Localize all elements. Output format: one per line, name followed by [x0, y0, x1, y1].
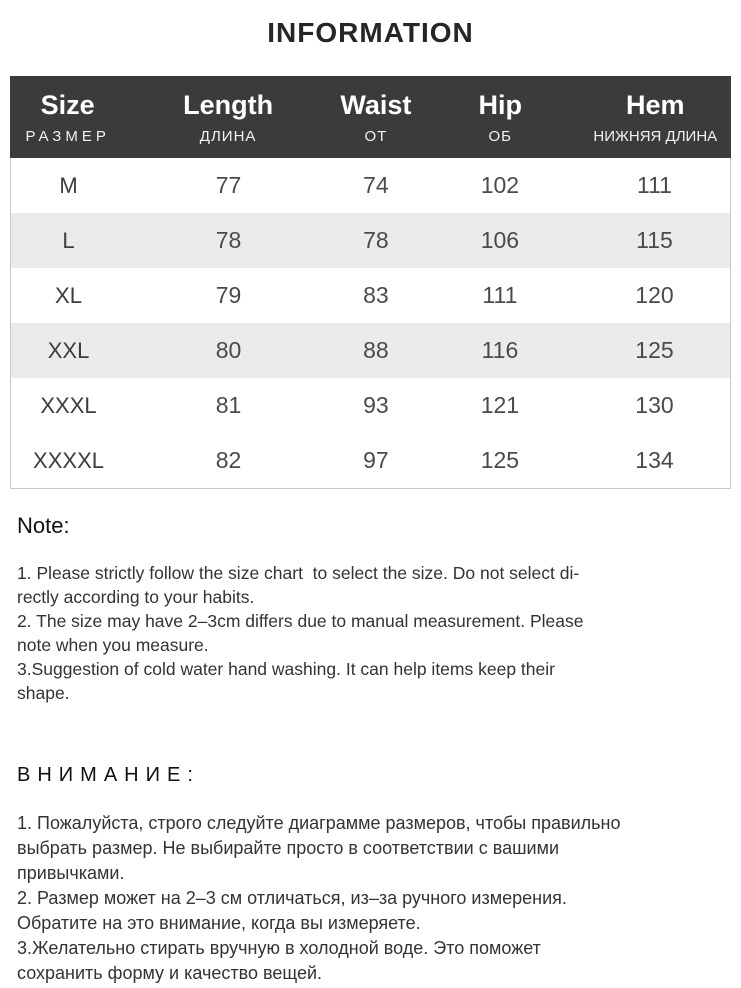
cell-size: XXXXL: [33, 447, 104, 473]
table-row: [11, 323, 730, 378]
size-table-header: [10, 76, 731, 158]
header-cell-length: [125, 76, 330, 158]
cell-size: M: [59, 172, 78, 198]
cell-waist: 93: [363, 392, 389, 418]
note-line: 3.Suggestion of cold water hand washing. It can help items keep their: [17, 659, 555, 679]
attention-line: сохранить форму и качество вещей.: [17, 963, 323, 983]
cell-size: XXXL: [40, 392, 97, 418]
table-row: [11, 268, 730, 323]
cell-waist: 97: [363, 447, 389, 473]
attention-section: [0, 763, 741, 986]
header-label-waist-ru: ОТ: [364, 127, 388, 145]
cell-length: 80: [215, 337, 242, 363]
header-label-length-ru: ДЛИНА: [199, 127, 257, 145]
note-heading: Note:: [17, 513, 70, 538]
cell-size: L: [62, 227, 75, 253]
header-label-length-en: Length: [183, 89, 274, 120]
note-line: 2. The size may have 2–3cm differs due to manual measurement. Please: [17, 611, 584, 631]
table-row: [11, 433, 730, 488]
note-text: [17, 561, 725, 705]
cell-waist: 74: [363, 172, 389, 198]
cell-hip: 125: [480, 447, 520, 473]
note-section: [0, 513, 741, 705]
header-label-hip-en: Hip: [478, 89, 523, 120]
cell-hem: 130: [635, 392, 674, 418]
attention-line: 3.Желательно стирать вручную в холодной воде. Это поможет: [17, 938, 541, 958]
attention-heading: ВНИМАНИЕ:: [17, 764, 200, 786]
attention-line: 2. Размер может на 2–3 см отличаться, из–за ручного измерения.: [17, 888, 567, 908]
cell-hip: 116: [481, 337, 519, 363]
header-label-waist-en: Waist: [340, 89, 412, 120]
header-label-hem-en: Hem: [626, 89, 685, 120]
cell-hip: 121: [480, 392, 520, 418]
attention-line: Обратите на это внимание, когда вы измеряете.: [17, 913, 421, 933]
header-label-size-en: Size: [40, 89, 95, 120]
page-title: INFORMATION: [267, 17, 474, 48]
attention-line: привычками.: [17, 863, 125, 883]
cell-size: XL: [55, 282, 82, 308]
attention-line: 1. Пожалуйста, строго следуйте диаграмме размеров, чтобы правильно: [17, 813, 621, 833]
cell-hip: 106: [480, 227, 520, 253]
cell-length: 77: [215, 172, 242, 198]
note-line: note when you measure.: [17, 635, 209, 655]
header-cell-size: [10, 76, 125, 158]
table-row: [11, 378, 730, 433]
cell-waist: 88: [363, 337, 389, 363]
cell-hip: 111: [482, 282, 518, 308]
note-line: rectly according to your habits.: [17, 587, 255, 607]
cell-hem: 115: [636, 227, 673, 253]
note-line: 1. Please strictly follow the size chart to select the size. Do not select di-: [17, 563, 580, 583]
header-label-size-ru: РАЗМЕР: [25, 127, 110, 145]
table-row: [11, 158, 730, 213]
note-line: shape.: [17, 683, 70, 703]
header-label-hip-ru: ОБ: [488, 127, 513, 145]
size-table: [10, 76, 731, 489]
cell-length: 79: [215, 282, 242, 308]
cell-hip: 102: [480, 172, 520, 198]
header-cell-hem: [580, 76, 731, 158]
cell-length: 78: [215, 227, 242, 253]
cell-length: 82: [215, 447, 242, 473]
cell-waist: 78: [363, 227, 389, 253]
size-table-body: [10, 158, 731, 489]
header-label-hem-ru: НИЖНЯЯ ДЛИНА: [593, 127, 718, 145]
cell-hem: 111: [636, 172, 672, 198]
attention-line: выбрать размер. Не выбирайте просто в соответствии с вашими: [17, 838, 560, 858]
cell-hem: 125: [635, 337, 674, 363]
cell-hem: 120: [635, 282, 674, 308]
cell-size: XXL: [47, 337, 90, 363]
header-cell-waist: [331, 76, 421, 158]
attention-text: [17, 811, 725, 986]
cell-length: 81: [215, 392, 242, 418]
header-cell-hip: [421, 76, 580, 158]
table-row: [11, 213, 730, 268]
cell-waist: 83: [363, 282, 389, 308]
cell-hem: 134: [635, 447, 674, 473]
